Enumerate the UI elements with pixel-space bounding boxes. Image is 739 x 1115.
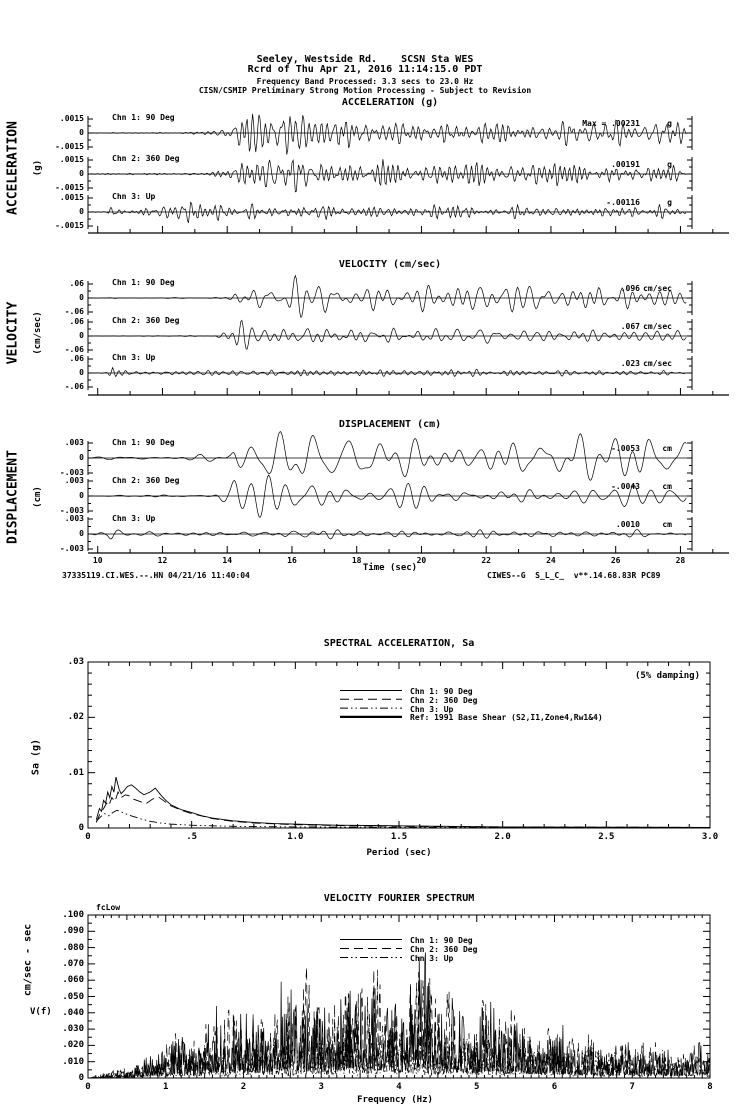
time-tick-label: 12 <box>157 556 168 565</box>
y-tick-label: 0 <box>79 368 84 377</box>
waveform-velocity-ch3 <box>91 368 686 377</box>
sa-legend-label: Chn 3: Up <box>410 704 454 714</box>
fourier-y-tick-label: .070 <box>62 958 84 969</box>
time-tick-label: 14 <box>222 556 233 565</box>
y-tick-label: 0 <box>79 331 84 340</box>
velocity-title: VELOCITY (cm/sec) <box>338 259 442 270</box>
fourier-legend-label: Chn 3: Up <box>410 954 454 963</box>
y-tick-label: 0 <box>79 293 84 302</box>
peak-value-label: .096 <box>620 284 640 293</box>
channel-label: Chn 1: 90 Deg <box>112 113 175 122</box>
y-tick-label: .0015 <box>59 155 84 164</box>
fourier-legend-label: Chn 1: 90 Deg <box>410 936 473 945</box>
y-tick-label: .003 <box>64 476 84 485</box>
sa-x-tick-label: 2.0 <box>494 832 511 842</box>
fourier-y-tick-label: .100 <box>62 910 84 920</box>
header-station-line: Seeley, Westside Rd. SCSN Sta WES <box>256 54 474 65</box>
waveform-velocity-ch1 <box>91 276 686 318</box>
acceleration-side-unit: (g) <box>32 159 43 177</box>
y-tick-label: .003 <box>64 438 84 447</box>
fourier-y-axis-label: V(f) <box>30 1007 52 1017</box>
y-tick-label: 0 <box>79 529 84 538</box>
fourier-x-tick-label: 6 <box>551 1082 558 1092</box>
y-tick-label: 0 <box>79 491 84 500</box>
waveform-displacement-ch1 <box>91 432 686 481</box>
channel-label: Chn 1: 90 Deg <box>112 278 175 287</box>
peak-value-label: Max = .00231 <box>582 119 640 128</box>
sa-x-tick-label: 2.5 <box>598 832 615 842</box>
fourier-y-axis-unit-label: cm/sec - sec <box>22 923 34 997</box>
fourier-x-tick-label: 7 <box>629 1082 635 1092</box>
fourier-y-tick-label: .080 <box>62 942 84 953</box>
fourier-x-tick-label: 3 <box>318 1082 324 1092</box>
fourier-x-axis-label: Frequency (Hz) <box>357 1095 433 1105</box>
time-tick-label: 20 <box>416 556 427 565</box>
peak-value-label: .067 <box>620 322 640 331</box>
y-tick-label: -.0015 <box>55 183 84 192</box>
footer-processing-id: CIWES--G S_L_C_ v**.14.68.83R PC89 <box>487 571 661 580</box>
peak-unit-label: cm <box>662 444 672 453</box>
channel-label: Chn 3: Up <box>112 192 156 201</box>
sa-damping-note: (5% damping) <box>634 671 700 681</box>
fourier-y-tick-label: .050 <box>62 991 84 1002</box>
y-tick-label: .06 <box>69 317 84 326</box>
channel-label: Chn 2: 360 Deg <box>112 476 180 485</box>
fourier-spectrum-ch2 <box>90 967 710 1078</box>
sa-y-tick-label: 0 <box>78 823 84 833</box>
sa-y-axis-label: Sa (g) <box>30 738 42 776</box>
y-tick-label: 0 <box>79 207 84 216</box>
time-tick-label: 24 <box>546 556 556 565</box>
y-tick-label: .003 <box>64 514 84 523</box>
channel-label: Chn 2: 360 Deg <box>112 316 180 325</box>
channel-label: Chn 3: Up <box>112 353 156 362</box>
fourier-x-tick-label: 1 <box>163 1082 169 1092</box>
fourier-x-tick-label: 4 <box>396 1082 402 1092</box>
fourier-fclow-annotation: fcLow <box>96 903 121 912</box>
sa-y-tick-label: .02 <box>67 712 84 723</box>
displacement-side-label: DISPLACEMENT <box>5 450 21 544</box>
peak-unit-label: cm <box>662 520 672 529</box>
fourier-y-tick-label: .090 <box>62 926 84 937</box>
y-tick-label: 0 <box>79 128 84 137</box>
y-tick-label: -.0015 <box>55 142 84 151</box>
y-tick-label: -.003 <box>59 468 84 477</box>
peak-value-label: .023 <box>620 359 640 368</box>
sa-y-tick-label: .01 <box>67 767 84 778</box>
sa-x-tick-label: 1.5 <box>390 832 408 842</box>
sa-title: SPECTRAL ACCELERATION, Sa <box>323 638 475 649</box>
peak-unit-label: cm/sec <box>643 359 672 368</box>
fourier-y-tick-label: 0 <box>78 1073 84 1083</box>
peak-value-label: -.0043 <box>611 482 640 491</box>
footer-record-id: 37335119.CI.WES.--.HN 04/21/16 11:40:04 <box>62 571 250 580</box>
fourier-x-tick-label: 5 <box>474 1082 480 1092</box>
peak-value-label: .0010 <box>615 520 640 529</box>
channel-label: Chn 2: 360 Deg <box>112 154 180 163</box>
sa-curve-ch2 <box>96 792 710 827</box>
y-tick-label: .0015 <box>59 193 84 202</box>
fourier-x-tick-label: 2 <box>240 1082 247 1092</box>
sa-x-tick-label: 1.0 <box>287 832 304 842</box>
displacement-title: DISPLACEMENT (cm) <box>338 419 442 430</box>
sa-curve-ch1 <box>96 777 710 827</box>
sa-x-tick-label: 0 <box>85 832 91 842</box>
y-tick-label: 0 <box>79 453 84 462</box>
y-tick-label: -.003 <box>59 506 84 515</box>
fourier-spectrum-ch1 <box>90 952 710 1077</box>
y-tick-label: -.06 <box>64 345 84 354</box>
header-disclaimer-line: CISN/CSMIP Preliminary Strong Motion Processing - Subject to Revision <box>198 86 532 95</box>
velocity-side-label: VELOCITY <box>5 301 21 365</box>
peak-unit-label: g <box>667 119 672 128</box>
sa-x-tick-label: .5 <box>186 832 198 842</box>
peak-unit-label: g <box>667 160 672 169</box>
displacement-side-unit: (cm) <box>32 486 43 508</box>
sa-legend-label: Chn 1: 90 Deg <box>410 687 473 696</box>
peak-value-label: .00191 <box>611 160 640 169</box>
y-tick-label: .06 <box>69 354 84 363</box>
header-record-line: Rcrd of Thu Apr 21, 2016 11:14:15.0 PDT <box>247 64 483 75</box>
y-tick-label: -.06 <box>64 382 84 391</box>
sa-x-axis-label: Period (sec) <box>366 848 432 858</box>
peak-value-label: -.0053 <box>611 444 640 453</box>
fourier-y-tick-label: .020 <box>62 1040 84 1051</box>
acceleration-title: ACCELERATION (g) <box>341 97 439 108</box>
fourier-y-tick-label: .060 <box>62 975 84 986</box>
sa-legend-label: Ref: 1991 Base Shear (S2,I1,Zone4,Rw1&4) <box>410 713 603 723</box>
sa-x-tick-label: 3.0 <box>701 832 719 842</box>
y-tick-label: -.06 <box>64 307 84 316</box>
acceleration-side-label: ACCELERATION <box>5 121 21 215</box>
time-tick-label: 22 <box>481 556 491 565</box>
time-tick-label: 28 <box>675 556 686 565</box>
y-tick-label: -.003 <box>59 544 84 553</box>
fourier-title: VELOCITY FOURIER SPECTRUM <box>323 893 475 904</box>
time-tick-label: 26 <box>610 556 621 565</box>
peak-value-label: -.00116 <box>606 198 640 207</box>
peak-unit-label: g <box>667 198 672 207</box>
time-tick-label: 16 <box>287 556 297 565</box>
fourier-x-tick-label: 0 <box>85 1082 91 1092</box>
fourier-x-tick-label: 8 <box>707 1082 713 1092</box>
peak-unit-label: cm/sec <box>643 322 672 331</box>
fourier-legend-label: Chn 2: 360 Deg <box>410 945 478 954</box>
channel-label: Chn 1: 90 Deg <box>112 438 175 447</box>
time-tick-label: 10 <box>92 556 103 565</box>
time-axis-label: Time (sec) <box>362 563 418 573</box>
fourier-y-tick-label: .010 <box>62 1056 84 1067</box>
channel-label: Chn 3: Up <box>112 514 156 523</box>
fourier-y-tick-label: .030 <box>62 1024 84 1035</box>
y-tick-label: .06 <box>69 279 84 288</box>
peak-unit-label: cm <box>662 482 672 491</box>
sa-legend-label: Chn 2: 360 Deg <box>410 695 478 705</box>
y-tick-label: 0 <box>79 169 84 178</box>
y-tick-label: .0015 <box>59 114 84 123</box>
sa-y-tick-label: .03 <box>67 657 84 667</box>
time-tick-label: 18 <box>351 556 362 565</box>
header-band-line: Frequency Band Processed: 3.3 secs to 23.0 Hz <box>256 77 474 86</box>
y-tick-label: -.0015 <box>55 221 84 230</box>
fourier-y-tick-label: .040 <box>62 1007 84 1018</box>
velocity-side-unit: (cm/sec) <box>32 311 43 355</box>
sa-plot-frame <box>88 662 710 828</box>
peak-unit-label: cm/sec <box>643 284 672 293</box>
